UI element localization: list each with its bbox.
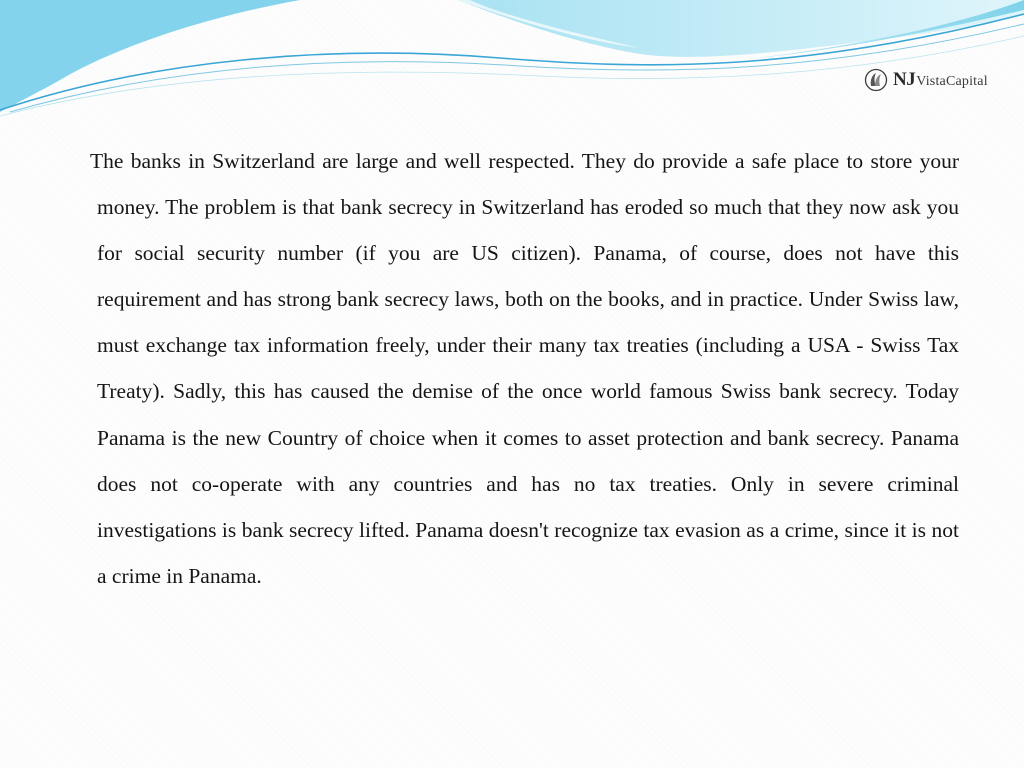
logo-secondary-text: VistaCapital — [916, 73, 988, 89]
slide-body — [90, 138, 959, 599]
body-paragraph: The banks in Switzerland are large and well respected. They do provide a safe place to store your money. The problem is that bank secrecy in Switzerland has eroded so much that they now ask you for social security number (if you are US citizen). Panama, of course, does not have this requirement and has strong bank secrecy laws, both on the books, and in practice. Under Swiss law, must exchange tax information freely, under their many tax treaties (including a USA - Swiss Tax Treaty). Sadly, this has caused the demise of the once world famous Swiss bank secrecy. Today Panama is the new Country of choice when it comes to asset protection and bank secrecy. Panama does not co-operate with any countries and has no tax treaties. Only in severe criminal investigations is bank secrecy lifted. Panama doesn't recognize tax evasion as a crime, since it is not a crime in Panama. — [90, 149, 959, 588]
wave-band-left — [0, 0, 300, 112]
nj-swirl-logo-icon — [864, 68, 888, 92]
brand-logo — [864, 67, 988, 93]
logo-primary-text: NJ — [893, 69, 916, 90]
